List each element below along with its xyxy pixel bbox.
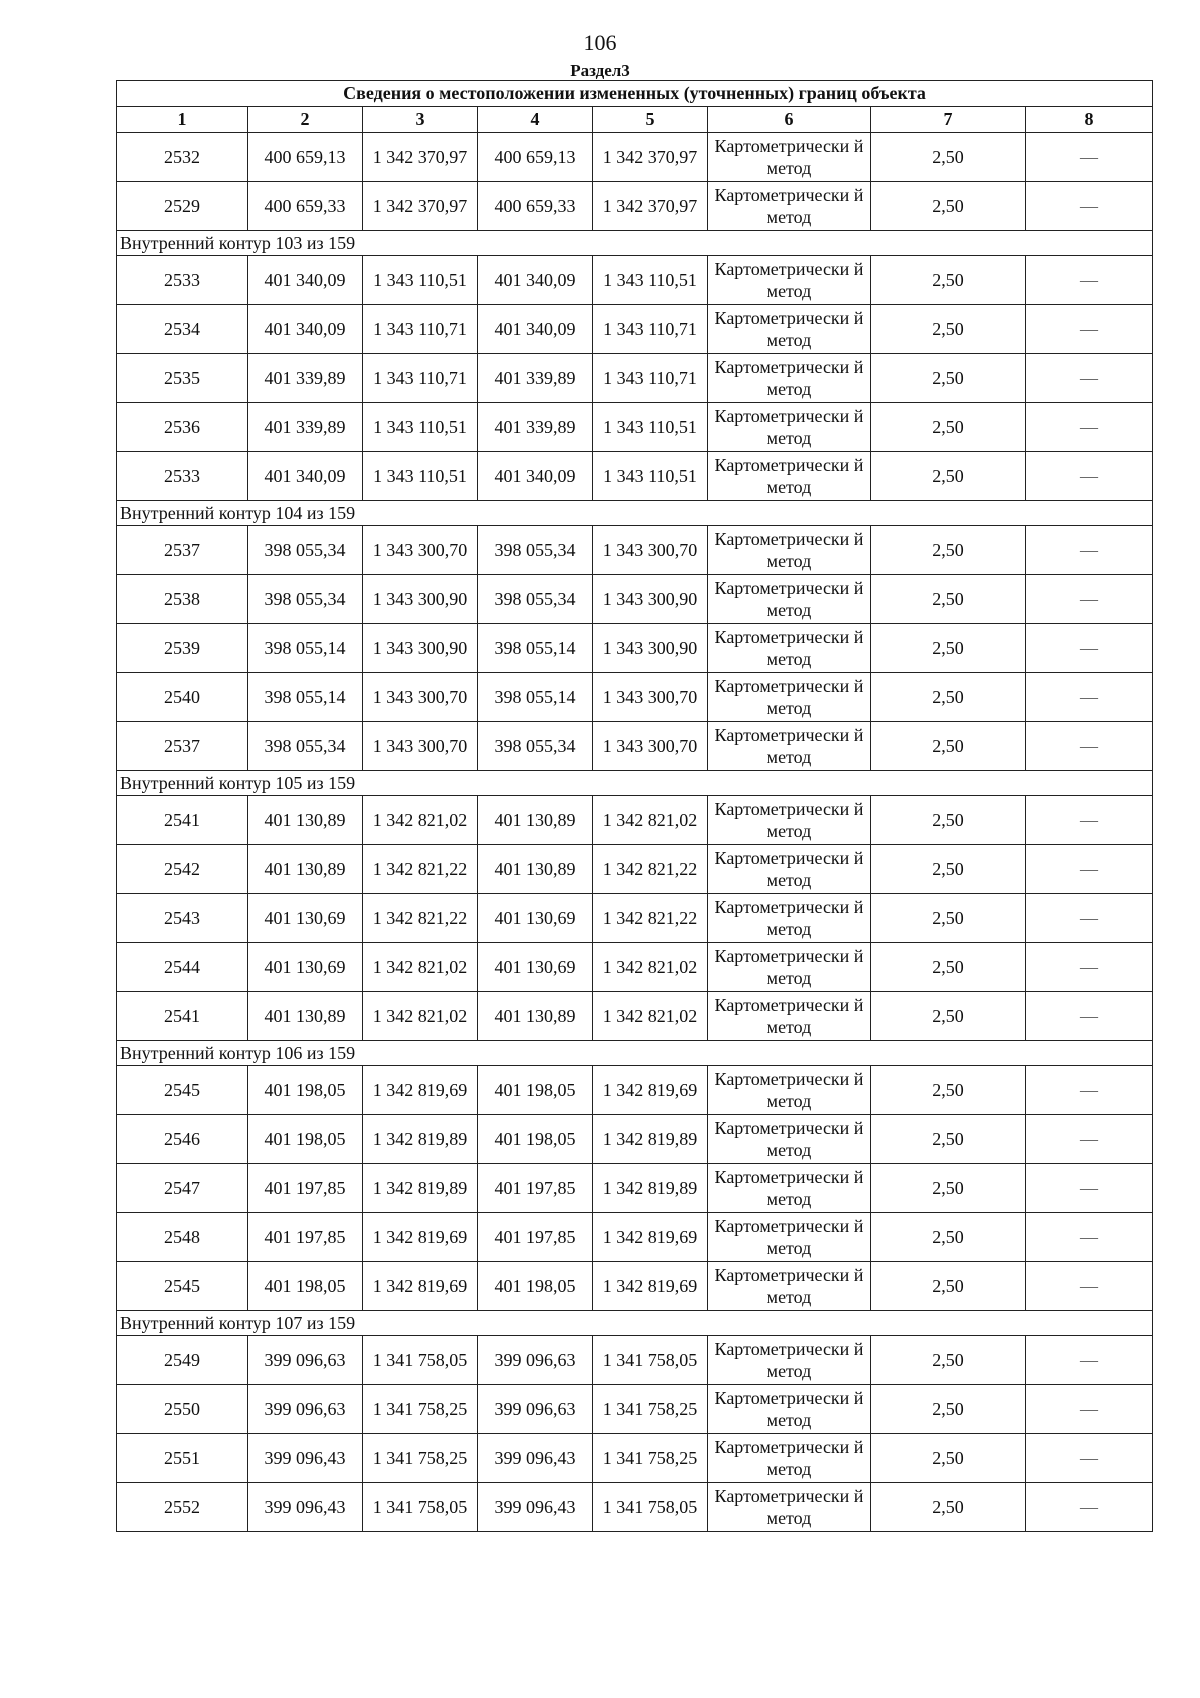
method-cell: Картометрически й метод <box>708 1385 871 1434</box>
x-coordinate-cell: 401 197,85 <box>248 1213 363 1262</box>
y-coordinate-cell: 1 342 821,02 <box>363 796 478 845</box>
y-coordinate-new-cell: 1 343 110,51 <box>593 452 708 501</box>
accuracy-cell: 2,50 <box>871 1115 1026 1164</box>
y-coordinate-new-cell: 1 342 821,22 <box>593 894 708 943</box>
y-coordinate-cell: 1 343 110,51 <box>363 403 478 452</box>
x-coordinate-new-cell: 401 340,09 <box>478 256 593 305</box>
table-row <box>117 1336 1153 1385</box>
y-coordinate-new-cell: 1 342 819,69 <box>593 1213 708 1262</box>
y-coordinate-cell: 1 342 821,22 <box>363 845 478 894</box>
accuracy-cell: 2,50 <box>871 575 1026 624</box>
x-coordinate-cell: 401 130,89 <box>248 796 363 845</box>
x-coordinate-cell: 398 055,14 <box>248 624 363 673</box>
method-cell: Картометрически й метод <box>708 256 871 305</box>
column-number: 6 <box>708 107 871 133</box>
y-coordinate-new-cell: 1 342 819,69 <box>593 1066 708 1115</box>
x-coordinate-new-cell: 401 340,09 <box>478 305 593 354</box>
column-number: 1 <box>117 107 248 133</box>
y-coordinate-new-cell: 1 341 758,25 <box>593 1434 708 1483</box>
y-coordinate-cell: 1 343 300,90 <box>363 575 478 624</box>
table-row <box>117 992 1153 1041</box>
table-row <box>117 624 1153 673</box>
y-coordinate-new-cell: 1 342 819,89 <box>593 1164 708 1213</box>
method-cell: Картометрически й метод <box>708 624 871 673</box>
method-cell: Картометрически й метод <box>708 722 871 771</box>
note-cell: — <box>1026 133 1153 182</box>
note-cell: — <box>1026 256 1153 305</box>
accuracy-cell: 2,50 <box>871 1385 1026 1434</box>
method-cell: Картометрически й метод <box>708 992 871 1041</box>
method-cell: Картометрически й метод <box>708 133 871 182</box>
accuracy-cell: 2,50 <box>871 256 1026 305</box>
y-coordinate-cell: 1 343 110,71 <box>363 305 478 354</box>
y-coordinate-cell: 1 342 821,02 <box>363 943 478 992</box>
note-cell: — <box>1026 403 1153 452</box>
method-cell: Картометрически й метод <box>708 182 871 231</box>
x-coordinate-new-cell: 399 096,63 <box>478 1336 593 1385</box>
point-number-cell: 2533 <box>117 452 248 501</box>
point-number-cell: 2552 <box>117 1483 248 1532</box>
note-cell: — <box>1026 305 1153 354</box>
point-number-cell: 2532 <box>117 133 248 182</box>
table-row <box>117 673 1153 722</box>
table-row <box>117 403 1153 452</box>
y-coordinate-cell: 1 341 758,25 <box>363 1385 478 1434</box>
x-coordinate-cell: 401 339,89 <box>248 354 363 403</box>
point-number-cell: 2537 <box>117 722 248 771</box>
table-row <box>117 526 1153 575</box>
note-cell: — <box>1026 1213 1153 1262</box>
table-row <box>117 1213 1153 1262</box>
y-coordinate-cell: 1 341 758,05 <box>363 1483 478 1532</box>
x-coordinate-cell: 401 130,69 <box>248 894 363 943</box>
method-cell: Картометрически й метод <box>708 1213 871 1262</box>
note-cell: — <box>1026 1262 1153 1311</box>
contour-header-row <box>117 1311 1153 1336</box>
y-coordinate-cell: 1 343 300,90 <box>363 624 478 673</box>
y-coordinate-cell: 1 343 300,70 <box>363 673 478 722</box>
x-coordinate-new-cell: 398 055,34 <box>478 575 593 624</box>
y-coordinate-new-cell: 1 341 758,05 <box>593 1483 708 1532</box>
table-row <box>117 1066 1153 1115</box>
point-number-cell: 2549 <box>117 1336 248 1385</box>
method-cell: Картометрически й метод <box>708 1066 871 1115</box>
table-row <box>117 1385 1153 1434</box>
point-number-cell: 2534 <box>117 305 248 354</box>
x-coordinate-new-cell: 401 198,05 <box>478 1115 593 1164</box>
contour-label: Внутренний контур 103 из 159 <box>117 231 1153 256</box>
x-coordinate-cell: 398 055,14 <box>248 673 363 722</box>
column-number: 3 <box>363 107 478 133</box>
table-row <box>117 845 1153 894</box>
x-coordinate-new-cell: 400 659,13 <box>478 133 593 182</box>
table-row <box>117 305 1153 354</box>
table-row <box>117 354 1153 403</box>
note-cell: — <box>1026 796 1153 845</box>
method-cell: Картометрически й метод <box>708 354 871 403</box>
y-coordinate-cell: 1 342 819,89 <box>363 1164 478 1213</box>
method-cell: Картометрически й метод <box>708 526 871 575</box>
point-number-cell: 2542 <box>117 845 248 894</box>
x-coordinate-new-cell: 401 130,89 <box>478 992 593 1041</box>
y-coordinate-cell: 1 342 821,22 <box>363 894 478 943</box>
x-coordinate-cell: 398 055,34 <box>248 526 363 575</box>
x-coordinate-new-cell: 401 198,05 <box>478 1066 593 1115</box>
point-number-cell: 2541 <box>117 992 248 1041</box>
note-cell: — <box>1026 943 1153 992</box>
point-number-cell: 2548 <box>117 1213 248 1262</box>
accuracy-cell: 2,50 <box>871 526 1026 575</box>
y-coordinate-cell: 1 342 819,69 <box>363 1213 478 1262</box>
method-cell: Картометрически й метод <box>708 403 871 452</box>
method-cell: Картометрически й метод <box>708 673 871 722</box>
y-coordinate-cell: 1 343 110,71 <box>363 354 478 403</box>
point-number-cell: 2535 <box>117 354 248 403</box>
x-coordinate-new-cell: 401 198,05 <box>478 1262 593 1311</box>
y-coordinate-cell: 1 341 758,05 <box>363 1336 478 1385</box>
note-cell: — <box>1026 673 1153 722</box>
y-coordinate-new-cell: 1 343 110,51 <box>593 256 708 305</box>
y-coordinate-new-cell: 1 343 300,90 <box>593 624 708 673</box>
x-coordinate-new-cell: 401 130,69 <box>478 894 593 943</box>
y-coordinate-cell: 1 342 370,97 <box>363 182 478 231</box>
method-cell: Картометрически й метод <box>708 1434 871 1483</box>
column-number: 8 <box>1026 107 1153 133</box>
y-coordinate-new-cell: 1 343 110,71 <box>593 354 708 403</box>
accuracy-cell: 2,50 <box>871 305 1026 354</box>
note-cell: — <box>1026 1483 1153 1532</box>
contour-label: Внутренний контур 107 из 159 <box>117 1311 1153 1336</box>
x-coordinate-new-cell: 399 096,43 <box>478 1483 593 1532</box>
accuracy-cell: 2,50 <box>871 943 1026 992</box>
note-cell: — <box>1026 452 1153 501</box>
x-coordinate-cell: 400 659,13 <box>248 133 363 182</box>
accuracy-cell: 2,50 <box>871 1434 1026 1483</box>
x-coordinate-new-cell: 401 130,89 <box>478 845 593 894</box>
y-coordinate-new-cell: 1 342 821,02 <box>593 992 708 1041</box>
x-coordinate-new-cell: 401 197,85 <box>478 1213 593 1262</box>
point-number-cell: 2547 <box>117 1164 248 1213</box>
table-row <box>117 256 1153 305</box>
note-cell: — <box>1026 845 1153 894</box>
y-coordinate-cell: 1 342 821,02 <box>363 992 478 1041</box>
column-number: 5 <box>593 107 708 133</box>
x-coordinate-cell: 399 096,63 <box>248 1385 363 1434</box>
accuracy-cell: 2,50 <box>871 845 1026 894</box>
x-coordinate-cell: 400 659,33 <box>248 182 363 231</box>
note-cell: — <box>1026 1164 1153 1213</box>
note-cell: — <box>1026 575 1153 624</box>
y-coordinate-cell: 1 343 300,70 <box>363 722 478 771</box>
note-cell: — <box>1026 722 1153 771</box>
y-coordinate-cell: 1 342 819,69 <box>363 1262 478 1311</box>
contour-header-row <box>117 771 1153 796</box>
accuracy-cell: 2,50 <box>871 673 1026 722</box>
x-coordinate-new-cell: 399 096,63 <box>478 1385 593 1434</box>
accuracy-cell: 2,50 <box>871 1262 1026 1311</box>
table-row <box>117 575 1153 624</box>
accuracy-cell: 2,50 <box>871 1483 1026 1532</box>
note-cell: — <box>1026 1066 1153 1115</box>
method-cell: Картометрически й метод <box>708 845 871 894</box>
x-coordinate-cell: 401 130,89 <box>248 992 363 1041</box>
point-number-cell: 2550 <box>117 1385 248 1434</box>
contour-header-row <box>117 501 1153 526</box>
x-coordinate-new-cell: 398 055,14 <box>478 624 593 673</box>
column-number-row <box>117 107 1153 133</box>
note-cell: — <box>1026 894 1153 943</box>
y-coordinate-cell: 1 341 758,25 <box>363 1434 478 1483</box>
table-row <box>117 1164 1153 1213</box>
point-number-cell: 2544 <box>117 943 248 992</box>
table-row <box>117 894 1153 943</box>
table-body <box>117 133 1153 1532</box>
method-cell: Картометрически й метод <box>708 1336 871 1385</box>
y-coordinate-cell: 1 343 110,51 <box>363 452 478 501</box>
note-cell: — <box>1026 1385 1153 1434</box>
table-row <box>117 133 1153 182</box>
accuracy-cell: 2,50 <box>871 1336 1026 1385</box>
point-number-cell: 2551 <box>117 1434 248 1483</box>
x-coordinate-new-cell: 401 130,89 <box>478 796 593 845</box>
accuracy-cell: 2,50 <box>871 722 1026 771</box>
method-cell: Картометрически й метод <box>708 452 871 501</box>
x-coordinate-cell: 401 197,85 <box>248 1164 363 1213</box>
y-coordinate-cell: 1 342 370,97 <box>363 133 478 182</box>
accuracy-cell: 2,50 <box>871 133 1026 182</box>
method-cell: Картометрически й метод <box>708 305 871 354</box>
point-number-cell: 2539 <box>117 624 248 673</box>
note-cell: — <box>1026 1115 1153 1164</box>
x-coordinate-cell: 401 340,09 <box>248 305 363 354</box>
column-number: 4 <box>478 107 593 133</box>
accuracy-cell: 2,50 <box>871 403 1026 452</box>
accuracy-cell: 2,50 <box>871 796 1026 845</box>
point-number-cell: 2529 <box>117 182 248 231</box>
x-coordinate-cell: 401 339,89 <box>248 403 363 452</box>
table-row <box>117 452 1153 501</box>
method-cell: Картометрически й метод <box>708 1262 871 1311</box>
x-coordinate-new-cell: 401 197,85 <box>478 1164 593 1213</box>
y-coordinate-new-cell: 1 343 300,70 <box>593 526 708 575</box>
x-coordinate-new-cell: 401 130,69 <box>478 943 593 992</box>
contour-label: Внутренний контур 105 из 159 <box>117 771 1153 796</box>
y-coordinate-new-cell: 1 342 370,97 <box>593 182 708 231</box>
x-coordinate-cell: 401 198,05 <box>248 1115 363 1164</box>
x-coordinate-new-cell: 398 055,34 <box>478 722 593 771</box>
table-row <box>117 1483 1153 1532</box>
accuracy-cell: 2,50 <box>871 1066 1026 1115</box>
y-coordinate-new-cell: 1 343 110,51 <box>593 403 708 452</box>
y-coordinate-new-cell: 1 342 821,02 <box>593 796 708 845</box>
note-cell: — <box>1026 526 1153 575</box>
y-coordinate-cell: 1 342 819,69 <box>363 1066 478 1115</box>
y-coordinate-new-cell: 1 342 821,02 <box>593 943 708 992</box>
table-row <box>117 722 1153 771</box>
x-coordinate-cell: 401 130,89 <box>248 845 363 894</box>
point-number-cell: 2545 <box>117 1066 248 1115</box>
method-cell: Картометрически й метод <box>708 894 871 943</box>
x-coordinate-cell: 401 340,09 <box>248 452 363 501</box>
x-coordinate-new-cell: 401 339,89 <box>478 354 593 403</box>
table-row <box>117 1434 1153 1483</box>
y-coordinate-new-cell: 1 342 819,89 <box>593 1115 708 1164</box>
x-coordinate-new-cell: 398 055,14 <box>478 673 593 722</box>
point-number-cell: 2545 <box>117 1262 248 1311</box>
x-coordinate-new-cell: 400 659,33 <box>478 182 593 231</box>
contour-label: Внутренний контур 106 из 159 <box>117 1041 1153 1066</box>
x-coordinate-cell: 401 198,05 <box>248 1066 363 1115</box>
accuracy-cell: 2,50 <box>871 452 1026 501</box>
method-cell: Картометрически й метод <box>708 575 871 624</box>
method-cell: Картометрически й метод <box>708 943 871 992</box>
column-number: 2 <box>248 107 363 133</box>
table-row <box>117 796 1153 845</box>
y-coordinate-cell: 1 342 819,89 <box>363 1115 478 1164</box>
x-coordinate-new-cell: 399 096,43 <box>478 1434 593 1483</box>
x-coordinate-new-cell: 401 340,09 <box>478 452 593 501</box>
accuracy-cell: 2,50 <box>871 624 1026 673</box>
boundary-coordinates-table <box>116 80 1153 1532</box>
y-coordinate-cell: 1 343 300,70 <box>363 526 478 575</box>
y-coordinate-cell: 1 343 110,51 <box>363 256 478 305</box>
x-coordinate-new-cell: 398 055,34 <box>478 526 593 575</box>
x-coordinate-cell: 401 340,09 <box>248 256 363 305</box>
table-row <box>117 182 1153 231</box>
point-number-cell: 2541 <box>117 796 248 845</box>
point-number-cell: 2538 <box>117 575 248 624</box>
table-row <box>117 1262 1153 1311</box>
y-coordinate-new-cell: 1 342 821,22 <box>593 845 708 894</box>
x-coordinate-cell: 398 055,34 <box>248 575 363 624</box>
x-coordinate-cell: 399 096,43 <box>248 1434 363 1483</box>
accuracy-cell: 2,50 <box>871 1213 1026 1262</box>
table-row <box>117 1115 1153 1164</box>
x-coordinate-cell: 401 198,05 <box>248 1262 363 1311</box>
y-coordinate-new-cell: 1 343 300,70 <box>593 722 708 771</box>
note-cell: — <box>1026 182 1153 231</box>
x-coordinate-cell: 398 055,34 <box>248 722 363 771</box>
point-number-cell: 2537 <box>117 526 248 575</box>
contour-label: Внутренний контур 104 из 159 <box>117 501 1153 526</box>
y-coordinate-new-cell: 1 343 300,70 <box>593 673 708 722</box>
y-coordinate-new-cell: 1 343 300,90 <box>593 575 708 624</box>
table-caption: Сведения о местоположении измененных (уточненных) границ объекта <box>117 81 1153 107</box>
x-coordinate-cell: 399 096,63 <box>248 1336 363 1385</box>
point-number-cell: 2533 <box>117 256 248 305</box>
x-coordinate-new-cell: 401 339,89 <box>478 403 593 452</box>
accuracy-cell: 2,50 <box>871 992 1026 1041</box>
note-cell: — <box>1026 992 1153 1041</box>
accuracy-cell: 2,50 <box>871 1164 1026 1213</box>
accuracy-cell: 2,50 <box>871 182 1026 231</box>
point-number-cell: 2536 <box>117 403 248 452</box>
method-cell: Картометрически й метод <box>708 1164 871 1213</box>
note-cell: — <box>1026 354 1153 403</box>
x-coordinate-cell: 399 096,43 <box>248 1483 363 1532</box>
accuracy-cell: 2,50 <box>871 894 1026 943</box>
section-title: Раздел3 <box>570 61 630 80</box>
method-cell: Картометрически й метод <box>708 1483 871 1532</box>
point-number-cell: 2543 <box>117 894 248 943</box>
note-cell: — <box>1026 624 1153 673</box>
note-cell: — <box>1026 1434 1153 1483</box>
contour-header-row <box>117 231 1153 256</box>
y-coordinate-new-cell: 1 343 110,71 <box>593 305 708 354</box>
point-number-cell: 2540 <box>117 673 248 722</box>
column-number: 7 <box>871 107 1026 133</box>
note-cell: — <box>1026 1336 1153 1385</box>
y-coordinate-new-cell: 1 342 370,97 <box>593 133 708 182</box>
y-coordinate-new-cell: 1 341 758,05 <box>593 1336 708 1385</box>
y-coordinate-new-cell: 1 342 819,69 <box>593 1262 708 1311</box>
accuracy-cell: 2,50 <box>871 354 1026 403</box>
contour-header-row <box>117 1041 1153 1066</box>
page-number: 106 <box>583 30 617 55</box>
y-coordinate-new-cell: 1 341 758,25 <box>593 1385 708 1434</box>
table-row <box>117 943 1153 992</box>
x-coordinate-cell: 401 130,69 <box>248 943 363 992</box>
method-cell: Картометрически й метод <box>708 1115 871 1164</box>
method-cell: Картометрически й метод <box>708 796 871 845</box>
point-number-cell: 2546 <box>117 1115 248 1164</box>
